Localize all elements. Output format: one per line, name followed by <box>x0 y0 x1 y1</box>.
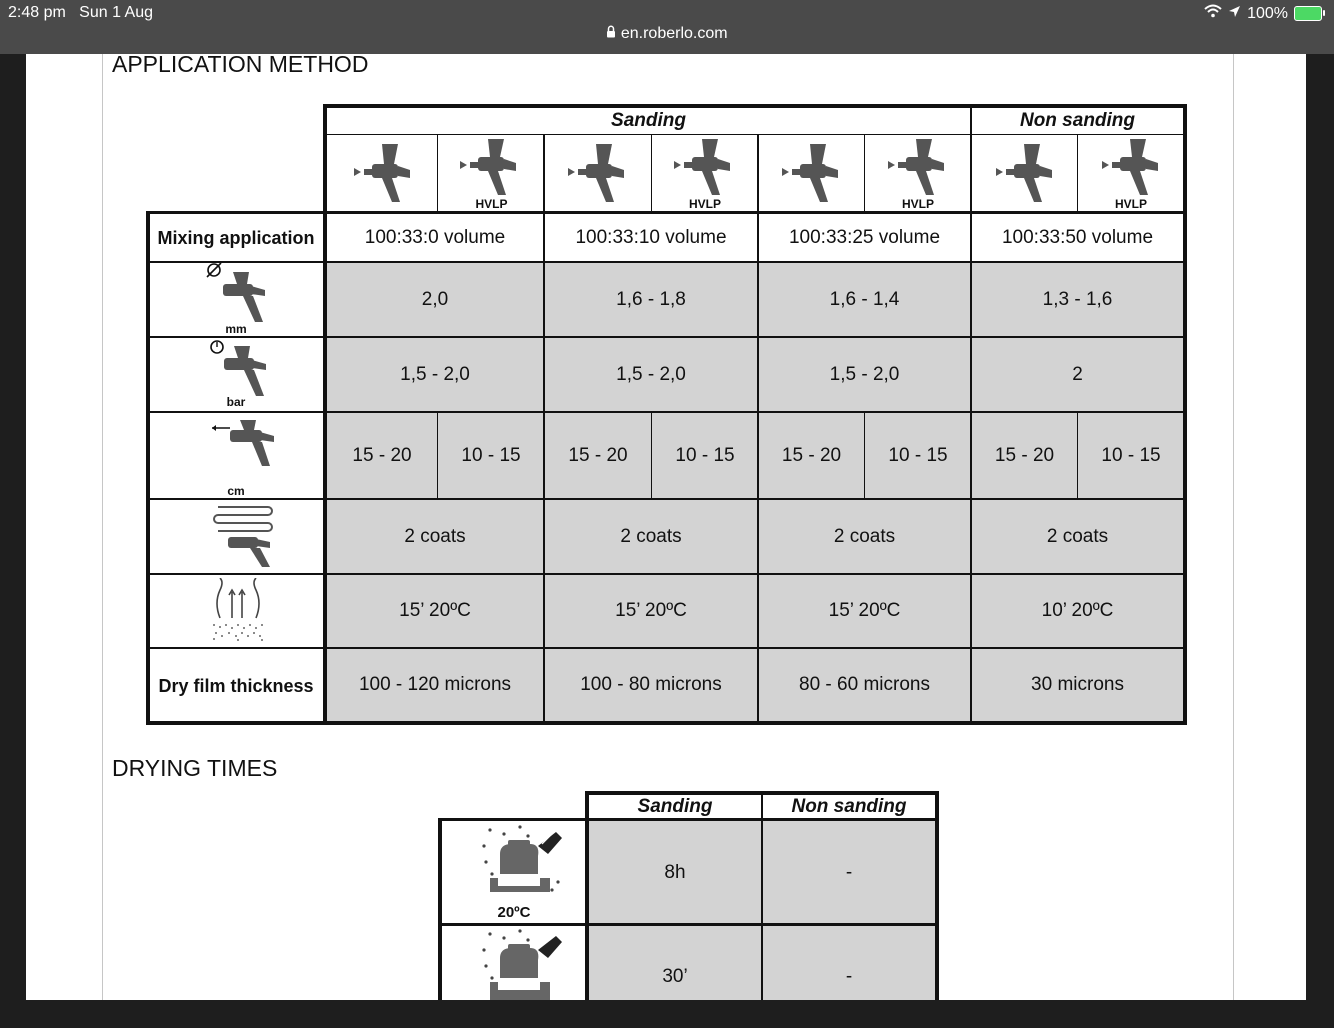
grid-line <box>146 498 1187 500</box>
grid-line <box>146 647 1187 649</box>
grid-line <box>323 104 327 725</box>
spray-gun-hvlp-icon <box>458 137 520 199</box>
hvlp-label: HVLP <box>1114 197 1147 211</box>
distance-value: 15 - 20 <box>781 444 842 466</box>
hvlp-label: HVLP <box>475 197 508 211</box>
nozzle-unit-label: mm <box>225 322 247 336</box>
grid-line <box>1077 412 1078 499</box>
drying-header-non-sanding: Non sanding <box>791 796 907 817</box>
drying-temperature-label: 20ºC <box>497 904 531 921</box>
grid-line <box>438 923 939 926</box>
nozzle-diameter-icon <box>203 262 273 326</box>
flash-off-value: 10’ 20ºC <box>1041 600 1114 621</box>
grid-line <box>761 791 763 1000</box>
grid-line <box>757 134 759 723</box>
coats-icon <box>210 503 276 569</box>
application-method-title: APPLICATION METHOD <box>112 51 369 77</box>
url-text: en.roberlo.com <box>620 25 728 42</box>
grid-line <box>146 573 1187 575</box>
distance-unit-label: cm <box>227 484 245 498</box>
grid-line <box>326 134 1184 135</box>
distance-value: 15 - 20 <box>994 444 1055 466</box>
content-border-right <box>1233 54 1234 1000</box>
hvlp-label: HVLP <box>901 197 934 211</box>
spray-gun-hvlp-icon <box>672 137 734 199</box>
grid-line <box>146 336 1187 338</box>
sanding-machine-icon <box>478 824 566 906</box>
status-indicators <box>1204 4 1322 23</box>
mixing-value: 100:33:10 volume <box>575 227 727 248</box>
distance-value: 15 - 20 <box>568 444 628 466</box>
status-time: 2:48 pm Sun 1 Aug <box>8 4 153 21</box>
coats-value: 2 coats <box>404 525 466 547</box>
dry-film-value: 100 - 120 microns <box>358 674 512 695</box>
sanding-machine-icon <box>478 928 566 1000</box>
pressure-value: 1,5 - 2,0 <box>616 363 686 385</box>
mixing-application-label: Mixing application <box>157 228 315 248</box>
dry-film-value: 30 microns <box>1031 674 1124 695</box>
nozzle-value: 2,0 <box>421 288 449 310</box>
grid-line <box>438 818 442 1000</box>
battery-percent: 100% <box>1247 4 1288 22</box>
flash-off-icon <box>210 578 268 644</box>
status-bar <box>0 0 1334 54</box>
wifi-icon <box>1204 4 1222 23</box>
grid-line <box>651 134 652 212</box>
grid-line <box>864 134 865 212</box>
flash-off-value: 15’ 20ºC <box>615 600 687 621</box>
dry-film-thickness-label: Dry film thickness <box>158 676 314 696</box>
distance-value: 15 - 20 <box>352 444 412 466</box>
location-arrow-icon <box>1228 5 1241 23</box>
distance-value: 10 - 15 <box>461 444 521 466</box>
header-sanding: Sanding <box>611 110 686 131</box>
mixing-value: 100:33:0 volume <box>364 227 506 248</box>
flash-off-value: 15’ 20ºC <box>828 600 901 621</box>
spray-gun-icon <box>994 140 1056 206</box>
battery-icon <box>1294 6 1322 21</box>
grid-line <box>1183 104 1187 725</box>
url-bar[interactable] <box>0 25 1334 43</box>
spray-gun-hvlp-icon <box>886 137 948 199</box>
grid-line <box>438 818 939 821</box>
grid-line <box>146 211 150 725</box>
dry-film-value: 80 - 60 microns <box>799 674 930 695</box>
spray-gun-icon <box>780 140 842 206</box>
grid-line <box>585 791 589 1000</box>
mixing-value: 100:33:25 volume <box>788 227 941 248</box>
grid-line <box>935 791 939 1000</box>
grid-line <box>1077 134 1078 212</box>
pressure-gauge-icon <box>206 338 276 400</box>
grid-line <box>146 261 1187 263</box>
distance-value: 10 - 15 <box>888 444 948 466</box>
drying-header-sanding: Sanding <box>637 796 713 817</box>
nozzle-value: 1,6 - 1,4 <box>829 288 900 310</box>
spray-gun-icon <box>352 140 414 206</box>
spray-gun-icon <box>566 140 628 206</box>
hvlp-label: HVLP <box>688 197 721 211</box>
distance-value: 10 - 15 <box>675 444 735 466</box>
drying-non-sanding-value: - <box>845 862 853 883</box>
nozzle-value: 1,6 - 1,8 <box>616 288 686 310</box>
grid-line <box>324 104 1187 108</box>
distance-value: 10 - 15 <box>1101 444 1161 466</box>
grid-line <box>146 411 1187 413</box>
pressure-value: 1,5 - 2,0 <box>829 363 900 385</box>
nozzle-value: 1,3 - 1,6 <box>1042 288 1113 310</box>
flash-off-value: 15’ 20ºC <box>399 600 471 621</box>
mixing-value: 100:33:50 volume <box>1001 227 1154 248</box>
lock-icon <box>606 25 620 42</box>
dry-film-value: 100 - 80 microns <box>580 674 722 695</box>
coats-value: 2 coats <box>833 525 896 547</box>
coats-value: 2 coats <box>1046 525 1109 547</box>
grid-line <box>437 134 438 212</box>
spray-distance-icon <box>210 420 278 470</box>
grid-line <box>970 104 972 723</box>
drying-times-title: DRYING TIMES <box>112 755 278 781</box>
grid-line <box>146 211 1187 214</box>
grid-line <box>146 721 1187 725</box>
grid-line <box>543 134 545 723</box>
content-border-left <box>102 54 103 1000</box>
grid-line <box>651 412 652 499</box>
spray-gun-hvlp-icon <box>1100 137 1162 199</box>
pressure-value: 2 <box>1072 363 1083 385</box>
drying-non-sanding-value: - <box>845 966 853 987</box>
header-non-sanding: Non sanding <box>1019 110 1136 131</box>
coats-value: 2 coats <box>620 525 682 547</box>
grid-line <box>864 412 865 499</box>
drying-sanding-value: 30’ <box>662 966 688 987</box>
pressure-unit-label: bar <box>226 395 246 409</box>
grid-line <box>437 412 438 499</box>
pressure-value: 1,5 - 2,0 <box>400 363 470 385</box>
drying-sanding-value: 8h <box>664 862 686 883</box>
